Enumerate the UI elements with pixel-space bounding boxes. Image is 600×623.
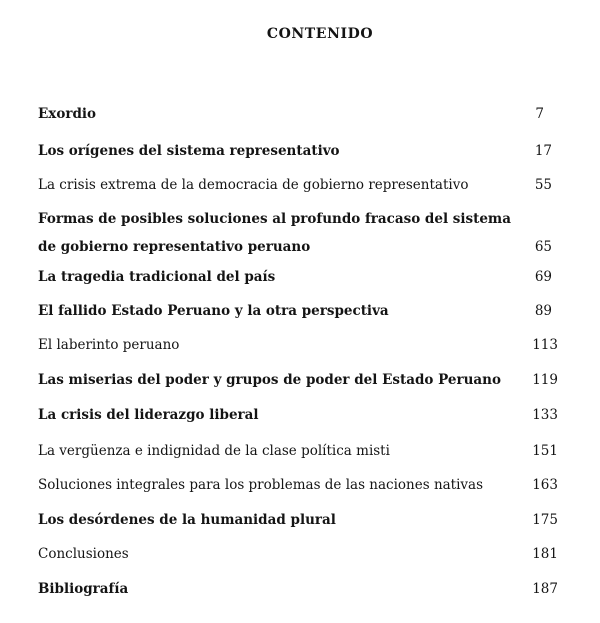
toc-entry-crisis-extrema[interactable] [38,171,558,199]
toc-entry-title: La crisis del liderazgo liberal [38,407,259,423]
toc-entry-conclusiones[interactable] [38,540,558,568]
toc-entry-page: 119 [532,372,558,388]
toc-entry-laberinto[interactable] [38,331,558,359]
toc-entry-title: Bibliografía [38,581,129,597]
toc-entry-title: Soluciones integrales para los problemas de las naciones nativas [38,477,484,493]
toc-entry-page: 133 [532,407,558,423]
toc-entry-title: El fallido Estado Peruano y la otra perspectiva [38,303,389,319]
toc-entry-exordio[interactable] [38,100,558,128]
toc-entry-title: Las miserias del poder y grupos de poder del Estado Peruano [38,372,501,388]
toc-entry-verguenza[interactable] [38,437,558,465]
toc-entry-page: 7 [535,106,544,122]
toc-entry-page: 187 [532,581,558,597]
toc-entry-page: 69 [534,269,552,285]
toc-entry-title: Exordio [38,106,97,122]
toc-entry-title: El laberinto peruano [38,337,180,353]
toc-entry-miserias-poder[interactable] [38,366,558,394]
toc-entry-title: La crisis extrema de la democracia de gobierno representativo [38,177,469,193]
toc-entry-page: 89 [534,303,552,319]
page-title: CONTENIDO [266,26,374,42]
toc-entry-page: 17 [534,143,552,159]
toc-entry-page: 151 [532,443,558,459]
toc-entry-title: Conclusiones [38,546,129,562]
toc-entry-page: 113 [532,337,558,353]
toc-entry-origenes[interactable] [38,137,558,165]
toc-entry-page: 181 [532,546,558,562]
toc-entry-title: Los desórdenes de la humanidad plural [38,512,336,528]
toc-entry-title-line2: de gobierno representativo peruano [38,239,311,255]
toc-entry-title: Los orígenes del sistema representativo [38,143,340,159]
toc-entry-title-line1: Formas de posibles soluciones al profundo fracaso del sistema [38,211,511,227]
toc-entry-tragedia[interactable] [38,263,558,291]
toc-entry-title: La tragedia tradicional del país [38,269,276,285]
toc-entry-estado-fallido[interactable] [38,297,558,325]
toc-entry-page: 65 [534,239,552,255]
toc-entry-page: 175 [532,512,558,528]
toc-entry-crisis-liderazgo[interactable] [38,401,558,429]
toc-entry-bibliografia[interactable] [38,575,558,603]
toc-entry-soluciones-integrales[interactable] [38,471,558,499]
toc-entry-formas-soluciones[interactable] [38,205,558,261]
toc-entry-page: 163 [532,477,558,493]
toc-entry-page: 55 [534,177,552,193]
toc-entry-desordenes[interactable] [38,506,558,534]
toc-entry-title: La vergüenza e indignidad de la clase política misti [38,443,390,459]
